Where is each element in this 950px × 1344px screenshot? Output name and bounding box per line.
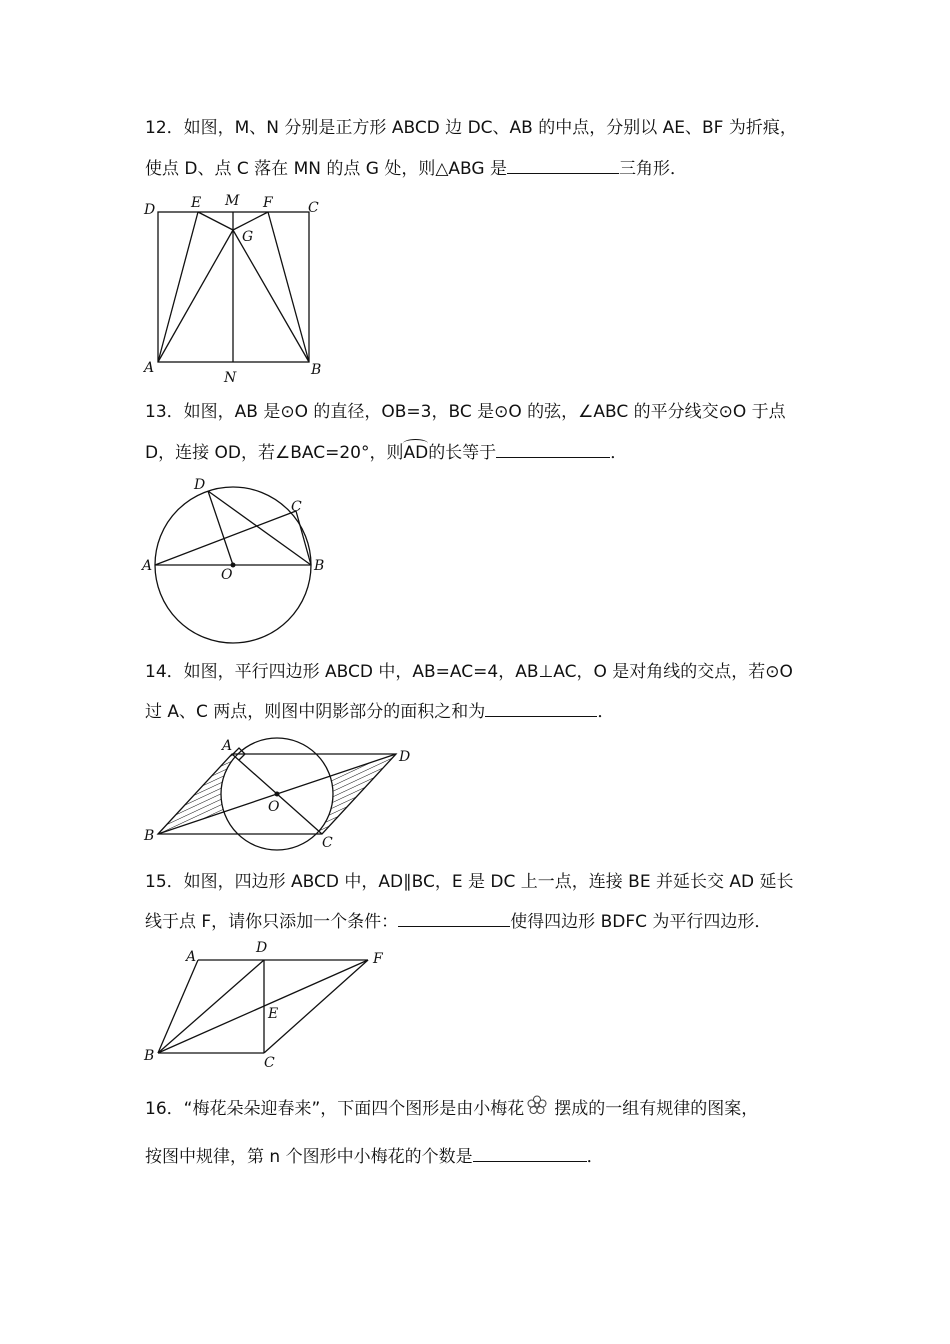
q16-text-end: ． <box>586 1147 604 1167</box>
q15-label-D: D <box>256 940 268 956</box>
q12-answer-blank[interactable] <box>507 155 619 174</box>
q13-label-D: D <box>194 477 206 493</box>
q14-text-end: ． <box>597 702 615 722</box>
q13-answer-blank[interactable] <box>496 439 610 458</box>
q16-text-a2: 按图中规律，第 n 个图形中小梅花的个数是 <box>145 1147 473 1167</box>
q14-label-O: O <box>268 799 280 815</box>
q16-line1 <box>145 1094 758 1123</box>
q13-text-b: 的长等于 <box>428 443 497 463</box>
q12-line2 <box>145 155 687 181</box>
q16-text-a: 16．“梅花朵朵迎春来”，下面四个图形是由小梅花 <box>145 1099 525 1119</box>
q16-text-b: 摆成的一组有规律的图案， <box>554 1099 759 1119</box>
q15-label-A: A <box>186 949 197 965</box>
q15-line2 <box>145 908 771 934</box>
q13-label-O: O <box>221 567 233 583</box>
q12-label-C: C <box>308 200 319 216</box>
q14-label-C: C <box>322 835 333 851</box>
plum-flower-icon <box>526 1094 548 1123</box>
q12-label-D: D <box>144 202 156 218</box>
q13-line2 <box>145 439 627 465</box>
q13-arc-AD: AD <box>403 443 429 463</box>
q13-label-C: C <box>291 499 302 515</box>
q13-text-a: D，连接 OD，若∠BAC=20°，则 <box>145 443 404 463</box>
q14-figure-parallelogram <box>140 732 430 852</box>
q16-line2 <box>145 1143 604 1169</box>
q15-text-a: 线于点 F，请你只添加一个条件： <box>145 912 399 932</box>
q12-line1: 12．如图，M、N 分别是正方形 ABCD 边 DC、AB 的中点，分别以 AE、BF 为折痕， <box>145 118 797 138</box>
q12-label-G: G <box>242 229 254 245</box>
q13-label-B: B <box>314 558 325 574</box>
q14-label-A: A <box>222 738 233 754</box>
q12-label-F: F <box>263 195 273 211</box>
q14-line1: 14．如图，平行四边形 ABCD 中，AB=AC=4，AB⊥AC，O 是对角线的交点，若⊙O <box>145 662 793 682</box>
q15-line1: 15．如图，四边形 ABCD 中，AD∥BC，E 是 DC 上一点，连接 BE 并延长交 AD 延长 <box>145 872 794 892</box>
q15-text-b: 使得四边形 BDFC 为平行四边形． <box>510 912 772 932</box>
q12-label-N: N <box>224 370 237 386</box>
q15-label-F: F <box>373 951 383 967</box>
q16-answer-blank[interactable] <box>473 1143 587 1162</box>
q12-text-b: 三角形． <box>619 159 687 179</box>
q12-label-B: B <box>311 362 322 378</box>
q15-label-B: B <box>144 1048 155 1064</box>
q12-label-E: E <box>191 195 202 211</box>
q13-label-A: A <box>142 558 153 574</box>
q15-label-E: E <box>268 1006 279 1022</box>
q14-line2 <box>145 698 614 724</box>
q12-label-A: A <box>144 360 155 376</box>
q15-answer-blank[interactable] <box>398 908 510 927</box>
q15-figure-quadrilateral <box>140 935 400 1070</box>
q13-text-end: ． <box>610 443 628 463</box>
q14-answer-blank[interactable] <box>485 698 597 717</box>
q12-label-M: M <box>225 193 240 209</box>
q12-figure-square <box>140 190 340 385</box>
q14-text-a: 过 A、C 两点，则图中阴影部分的面积之和为 <box>145 702 486 722</box>
q14-label-B: B <box>144 828 155 844</box>
q13-line1: 13．如图，AB 是⊙O 的直径，OB=3，BC 是⊙O 的弦，∠ABC 的平分线交⊙O 于点 <box>145 402 786 422</box>
q13-figure-circle <box>140 475 340 645</box>
q15-label-C: C <box>264 1055 275 1071</box>
q12-text-a: 使点 D、点 C 落在 MN 的点 G 处，则△ABG 是 <box>145 159 507 179</box>
q14-label-D: D <box>399 749 411 765</box>
